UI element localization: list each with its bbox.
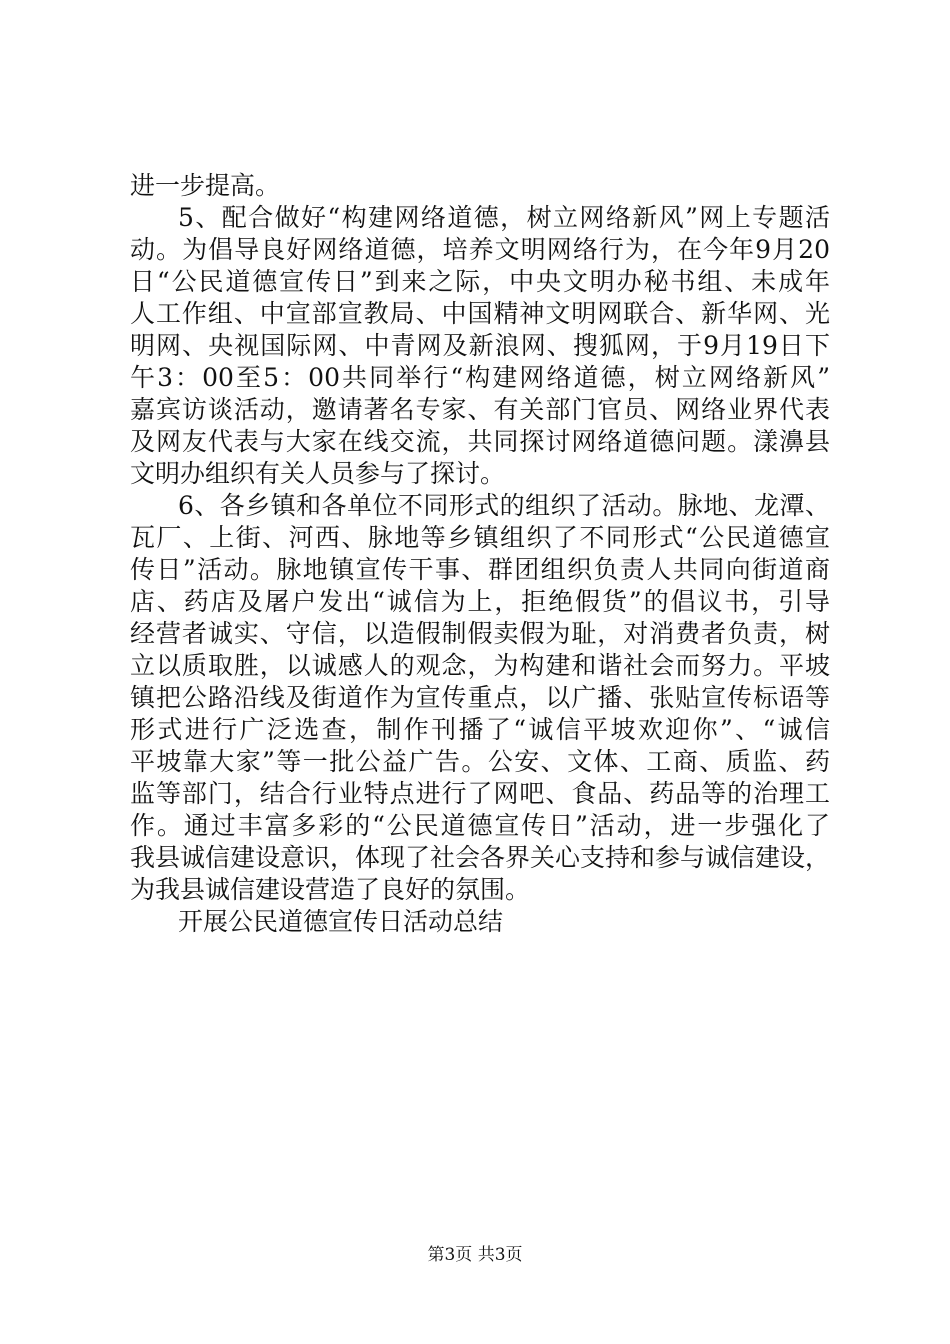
text-line: 为我县诚信建设营造了良好的氛围。 xyxy=(130,875,531,904)
text-line: 文明办组织有关人员参与了探讨。 xyxy=(130,459,506,488)
text-line: 监等部门，结合行业特点进行了网吧、食品、药品等的治理工 xyxy=(130,779,830,808)
text-line: 日“公民道德宣传日”到来之际，中央文明办秘书组、未成年 xyxy=(130,267,830,296)
text-line: 经营者诚实、守信，以造假制假卖假为耻，对消费者负责，树 xyxy=(130,619,830,648)
text-line: 传日”活动。脉地镇宣传干事、群团组织负责人共同向街道商 xyxy=(130,555,830,584)
page-footer xyxy=(0,1244,950,1266)
text-line: 嘉宾访谈活动，邀请著名专家、有关部门官员、网络业界代表 xyxy=(130,395,830,424)
text-line: 午3：00至5：00共同举行“构建网络道德，树立网络新风” xyxy=(130,363,830,392)
text-line: 立以质取胜，以诚感人的观念，为构建和谐社会而努力。平坡 xyxy=(130,651,830,680)
text-line: 开展公民道德宣传日活动总结 xyxy=(178,907,504,936)
document-body xyxy=(130,170,830,938)
text-line: 我县诚信建设意识，体现了社会各界关心支持和参与诚信建设， xyxy=(130,843,831,872)
text-line: 镇把公路沿线及街道作为宣传重点，以广播、张贴宣传标语等 xyxy=(130,683,830,712)
text-line: 平坡靠大家”等一批公益广告。公安、文体、工商、质监、药 xyxy=(130,747,830,776)
text-line: 瓦厂、上街、河西、脉地等乡镇组织了不同形式“公民道德宣 xyxy=(130,523,830,552)
text-line: 明网、央视国际网、中青网及新浪网、搜狐网，于9月19日下 xyxy=(130,331,830,360)
page-number-label: 第3页 共3页 xyxy=(427,1245,523,1265)
text-line: 作。通过丰富多彩的“公民道德宣传日”活动，进一步强化了 xyxy=(130,811,830,840)
text-line: 动。为倡导良好网络道德，培养文明网络行为，在今年9月20 xyxy=(130,235,830,264)
text-line: 6、各乡镇和各单位不同形式的组织了活动。脉地、龙潭、 xyxy=(178,491,830,520)
text-line: 人工作组、中宣部宣教局、中国精神文明网联合、新华网、光 xyxy=(130,299,830,328)
text-line: 形式进行广泛选查，制作刊播了“诚信平坡欢迎你”、“诚信 xyxy=(130,715,830,744)
text-line: 5、配合做好“构建网络道德，树立网络新风”网上专题活 xyxy=(178,203,830,232)
text-line: 店、药店及屠户发出“诚信为上，拒绝假货”的倡议书，引导 xyxy=(130,587,830,616)
text-line: 及网友代表与大家在线交流，共同探讨网络道德问题。漾濞县 xyxy=(130,427,830,456)
text-line: 进一步提高。 xyxy=(130,171,281,200)
